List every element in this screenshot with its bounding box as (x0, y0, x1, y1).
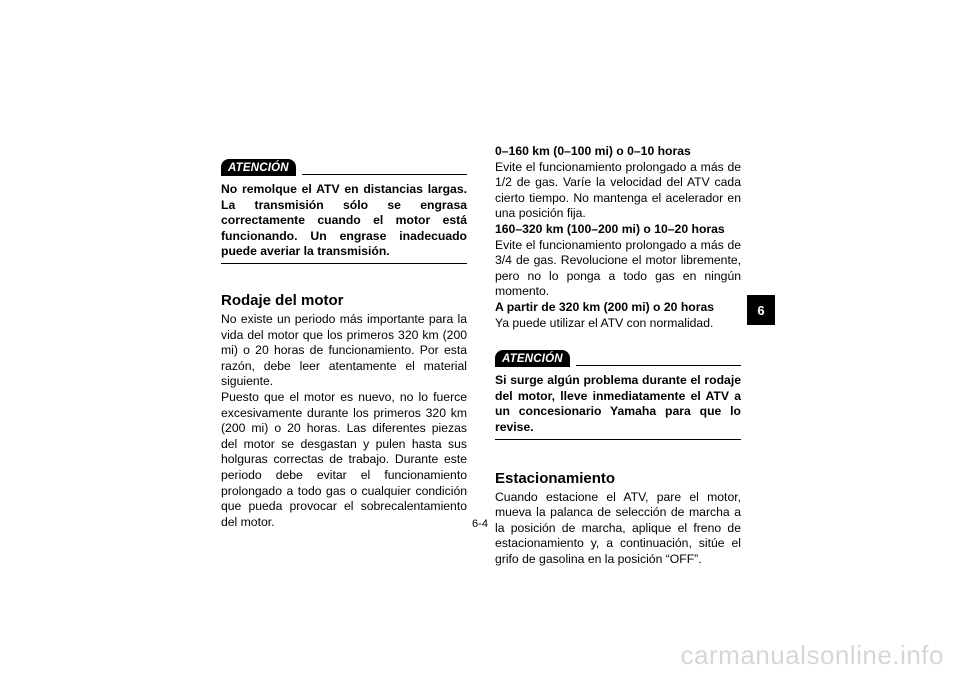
caution-label: ATENCIÓN (495, 350, 570, 367)
watermark: carmanualsonline.info (680, 640, 944, 670)
break-in-stage-text: Ya puede utilizar el ATV con normalidad. (495, 315, 714, 330)
caution-box-break-in (495, 349, 741, 439)
caution-header (221, 158, 467, 176)
caution-header (495, 349, 741, 367)
caution-rule (302, 174, 467, 175)
section-title-parking: Estacionamiento (495, 469, 616, 487)
right-column (495, 144, 741, 567)
caution-label: ATENCIÓN (221, 159, 296, 176)
break-in-stage-heading: A partir de 320 km (200 mi) o 20 horas (495, 299, 715, 314)
caution-rule (576, 365, 741, 366)
caution-box-towing (221, 158, 467, 264)
chapter-tab: 6 (747, 295, 775, 325)
left-column (221, 158, 467, 530)
paragraph: No existe un periodo más importante para la vida del motor que los primeros 320 km (200 mi) o 20 horas de funcionamiento. Por esta razón, debe leer atentamente el material siguiente. (221, 311, 467, 389)
caution-text: No remolque el ATV en distancias largas. La transmisión sólo se engrasa correctamente cuando el motor está funcionando. Un engrase inadecuado puede averiar la transmisión. (221, 176, 467, 264)
caution-text: Si surge algún problema durante el rodaje del motor, lleve inmediatamente el ATV a un concesionario Yamaha para que lo revise. (495, 367, 741, 439)
break-in-stage-heading: 160–320 km (100–200 mi) o 10–20 horas (495, 221, 725, 236)
section-title-break-in: Rodaje del motor (221, 291, 344, 309)
break-in-stage-text: Evite el funcionamiento prolongado a más de 3/4 de gas. Revolucione el motor libremente, pero no lo ponga a todo gas en ningún momento. (495, 237, 741, 299)
paragraph: Cuando estacione el ATV, pare el motor, mueva la palanca de selección de marcha a la posición de marcha, aplique el freno de estacionamiento y, a continuación, sitúe el grifo de gasolina en la posición “OFF”. (495, 489, 741, 566)
paragraph: Puesto que el motor es nuevo, no lo fuerce excesivamente durante los primeros 320 km (200 mi) o 20 horas. Las diferentes piezas del motor se desgastan y pulen hasta sus holguras correctas de trabajo. Durante este periodo debe evitar el funcionamiento prolongado a todo gas o cualquier condición que pueda provocar el sobrecalentamiento del motor. (221, 389, 467, 529)
page-number: 6-4 (472, 518, 488, 530)
break-in-stage-heading: 0–160 km (0–100 mi) o 0–10 horas (495, 144, 691, 158)
break-in-stage-text: Evite el funcionamiento prolongado a más de 1/2 de gas. Varíe la velocidad del ATV cada cierto tiempo. No mantenga el acelerador en una posición fija. (495, 159, 741, 221)
